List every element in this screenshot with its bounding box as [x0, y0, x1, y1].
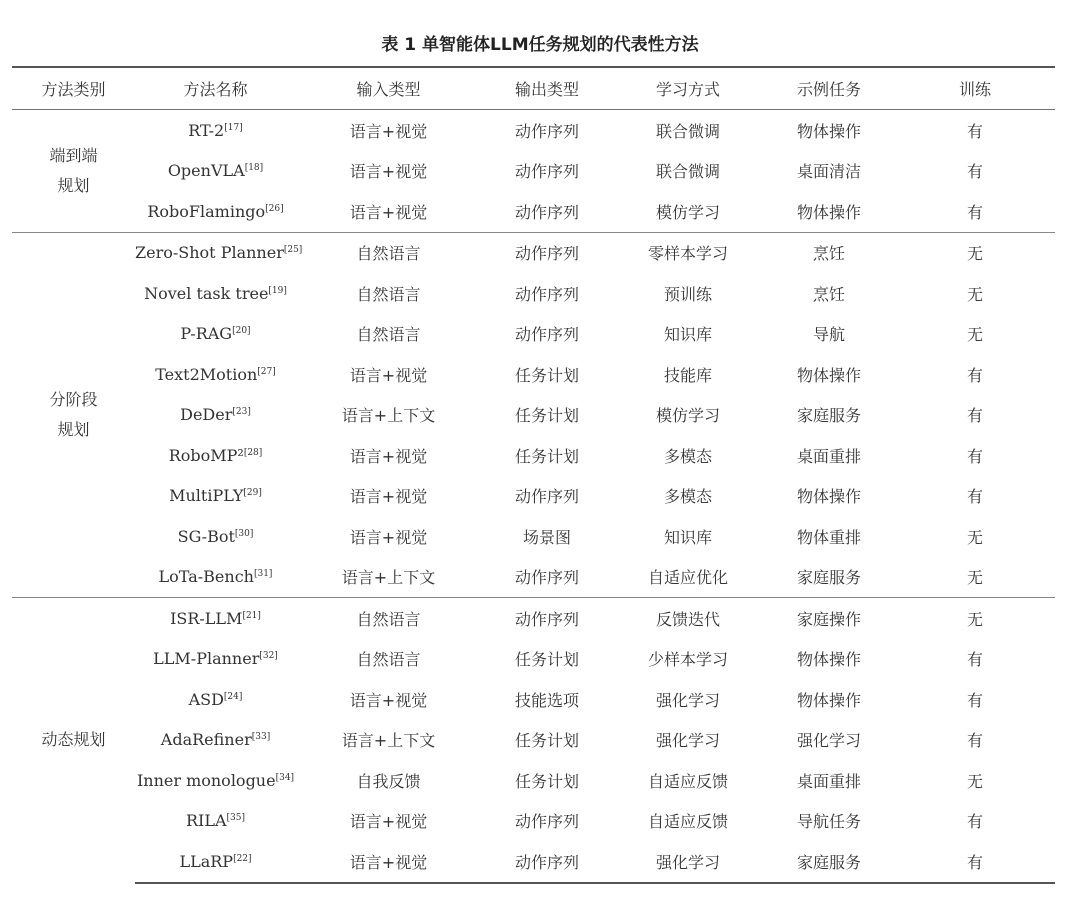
training-cell: 有 — [895, 110, 1055, 151]
citation-ref: [30] — [234, 528, 254, 539]
output-type-cell: 动作序列 — [514, 487, 579, 507]
header-row — [12, 67, 1055, 110]
output-type-cell: 场景图 — [522, 527, 571, 547]
training-cell: 有 — [966, 446, 983, 466]
table-row — [12, 720, 1055, 761]
method-name-cell — [135, 557, 296, 598]
method-category-line: 规划 — [57, 175, 90, 195]
training-cell: 无 — [966, 284, 983, 304]
output-type-cell: 动作序列 — [514, 812, 579, 832]
input-type-cell: 语言+上下文 — [341, 568, 436, 588]
col-header-learning: 学习方式 — [613, 67, 763, 110]
table-row — [12, 151, 1055, 192]
method-name-cell — [135, 314, 296, 355]
training-cell: 有 — [966, 487, 983, 507]
output-type-cell: 动作序列 — [514, 284, 579, 304]
input-type-cell: 语言+视觉 — [349, 487, 428, 507]
table-row — [12, 435, 1055, 476]
example-task-cell: 桌面清洁 — [796, 162, 861, 182]
learning-method-cell: 少样本学习 — [647, 650, 728, 670]
table-row — [12, 110, 1055, 151]
training-cell: 有 — [966, 162, 983, 182]
learning-method-cell: 技能库 — [663, 365, 712, 385]
learning-method-cell: 多模态 — [663, 446, 712, 466]
method-category-cell — [12, 598, 135, 883]
method-name-cell — [135, 151, 296, 192]
output-type-cell: 动作序列 — [514, 568, 579, 588]
method-name: Inner monologue — [136, 770, 276, 790]
method-name: P-RAG — [180, 324, 233, 344]
input-type-cell: 语言+视觉 — [296, 110, 481, 151]
learning-method-cell: 反馈迭代 — [613, 598, 763, 639]
method-name: RoboMP² — [168, 445, 244, 465]
training-cell: 无 — [966, 771, 983, 791]
citation-ref: [35] — [226, 813, 246, 824]
output-type-cell: 动作序列 — [481, 841, 613, 883]
table-row — [12, 760, 1055, 801]
training-cell: 无 — [966, 568, 983, 588]
table-row — [12, 476, 1055, 517]
method-name: SG-Bot — [177, 526, 235, 546]
method-name: MultiPLY — [169, 486, 244, 506]
methods-table — [12, 66, 1055, 884]
col-header-task: 示例任务 — [763, 67, 895, 110]
method-name-cell — [135, 476, 296, 517]
output-type-cell: 任务计划 — [514, 650, 579, 670]
input-type-cell: 语言+视觉 — [349, 202, 428, 222]
method-category-cell — [12, 110, 135, 233]
input-type-cell: 自然语言 — [356, 284, 421, 304]
col-header-input: 输入类型 — [296, 67, 481, 110]
input-type-cell: 语言+视觉 — [349, 812, 428, 832]
method-name: RoboFlamingo — [147, 201, 266, 221]
learning-method-cell: 联合微调 — [655, 162, 720, 182]
learning-method-cell: 模仿学习 — [655, 406, 720, 426]
input-type-cell: 语言+视觉 — [349, 690, 428, 710]
example-task-cell: 导航任务 — [796, 812, 861, 832]
method-category-line: 规划 — [57, 419, 90, 439]
output-type-cell: 动作序列 — [481, 110, 613, 151]
input-type-cell: 语言+上下文 — [341, 731, 436, 751]
output-type-cell: 动作序列 — [481, 232, 613, 273]
method-name-cell — [135, 639, 296, 680]
method-category-line: 动态规划 — [41, 730, 106, 750]
example-task-cell: 导航 — [812, 325, 845, 345]
method-name: ASD — [188, 689, 224, 709]
table-row — [12, 314, 1055, 355]
method-name: Novel task tree — [144, 283, 269, 303]
table-row — [12, 232, 1055, 273]
output-type-cell: 任务计划 — [514, 365, 579, 385]
method-name: LLaRP — [179, 851, 234, 871]
citation-ref: [18] — [244, 163, 264, 174]
input-type-cell: 自然语言 — [296, 232, 481, 273]
method-name-cell — [135, 395, 296, 436]
table-row — [12, 395, 1055, 436]
method-name: Zero-Shot Planner — [135, 243, 284, 263]
learning-method-cell: 预训练 — [663, 284, 712, 304]
col-header-name: 方法名称 — [135, 67, 296, 110]
method-name-cell — [135, 598, 296, 639]
training-cell: 有 — [966, 731, 983, 751]
table-row — [12, 354, 1055, 395]
input-type-cell: 自然语言 — [356, 325, 421, 345]
example-task-cell: 强化学习 — [796, 731, 861, 751]
method-name: ISR-LLM — [170, 608, 243, 628]
learning-method-cell: 多模态 — [663, 487, 712, 507]
method-name-cell — [135, 273, 296, 314]
method-category-line: 分阶段 — [49, 389, 98, 409]
learning-method-cell: 自适应反馈 — [647, 771, 728, 791]
table-row — [12, 679, 1055, 720]
learning-method-cell: 强化学习 — [655, 690, 720, 710]
method-name: AdaRefiner — [160, 730, 252, 750]
method-category-cell — [12, 232, 135, 598]
citation-ref: [24] — [223, 691, 243, 702]
table-row — [12, 516, 1055, 557]
learning-method-cell: 联合微调 — [613, 110, 763, 151]
learning-method-cell: 模仿学习 — [655, 202, 720, 222]
citation-ref: [32] — [259, 651, 278, 662]
method-name: Text2Motion — [155, 364, 258, 384]
example-task-cell: 物体重排 — [796, 527, 861, 547]
citation-ref: [31] — [253, 569, 273, 580]
citation-ref: [20] — [232, 326, 251, 337]
citation-ref: [34] — [275, 772, 295, 783]
training-cell: 有 — [966, 650, 983, 670]
output-type-cell: 任务计划 — [514, 731, 579, 751]
col-header-category: 方法类别 — [12, 67, 135, 110]
example-task-cell: 物体操作 — [763, 110, 895, 151]
citation-ref: [19] — [268, 285, 287, 296]
method-name-cell — [135, 232, 303, 273]
citation-ref: [28] — [243, 447, 263, 458]
method-name: LLM-Planner — [153, 649, 260, 669]
table-body — [12, 110, 1055, 883]
col-header-output: 输出类型 — [481, 67, 613, 110]
input-type-cell: 自我反馈 — [356, 771, 421, 791]
training-cell: 无 — [966, 527, 983, 547]
input-type-cell: 自然语言 — [296, 598, 481, 639]
example-task-cell: 家庭服务 — [796, 568, 861, 588]
citation-ref: [22] — [233, 853, 252, 864]
method-name: RILA — [185, 811, 227, 831]
example-task-cell: 物体操作 — [796, 650, 861, 670]
method-name-cell — [135, 435, 296, 476]
input-type-cell: 语言+视觉 — [349, 446, 428, 466]
output-type-cell: 动作序列 — [514, 162, 579, 182]
training-cell: 有 — [966, 202, 983, 222]
method-name: RT-2 — [188, 120, 225, 140]
table-row — [12, 598, 1055, 639]
learning-method-cell: 自适应反馈 — [647, 812, 728, 832]
learning-method-cell: 知识库 — [663, 527, 712, 547]
output-type-cell: 任务计划 — [514, 771, 579, 791]
citation-ref: [25] — [283, 245, 303, 256]
input-type-cell: 语言+视觉 — [296, 841, 481, 883]
citation-ref: [21] — [242, 610, 261, 621]
input-type-cell: 语言+视觉 — [349, 162, 428, 182]
table-row — [12, 557, 1055, 598]
table-row — [12, 639, 1055, 680]
input-type-cell: 语言+上下文 — [341, 406, 436, 426]
training-cell: 有 — [966, 406, 983, 426]
example-task-cell: 烹饪 — [763, 232, 895, 273]
training-cell: 无 — [895, 232, 1055, 273]
example-task-cell: 家庭服务 — [763, 841, 895, 883]
learning-method-cell: 零样本学习 — [613, 232, 763, 273]
method-name-cell — [135, 841, 296, 883]
method-category-line: 端到端 — [49, 145, 98, 165]
output-type-cell: 动作序列 — [514, 325, 579, 345]
method-name-cell — [135, 679, 296, 720]
example-task-cell: 桌面重排 — [796, 446, 861, 466]
col-header-train: 训练 — [895, 67, 1055, 110]
method-name-cell — [135, 191, 296, 232]
example-task-cell: 物体操作 — [796, 365, 861, 385]
training-cell: 有 — [895, 841, 1055, 883]
input-type-cell: 语言+视觉 — [349, 365, 428, 385]
table-row — [12, 801, 1055, 842]
example-task-cell: 物体操作 — [796, 202, 861, 222]
table-row — [12, 841, 1055, 883]
training-cell: 有 — [966, 365, 983, 385]
table-caption: 表 1 单智能体LLM任务规划的代表性方法 — [381, 35, 699, 55]
citation-ref: [23] — [232, 407, 251, 418]
method-name-cell — [135, 110, 296, 151]
method-name-cell — [135, 760, 296, 801]
learning-method-cell: 强化学习 — [613, 841, 763, 883]
method-name: OpenVLA — [167, 161, 245, 181]
method-name: DeDer — [180, 405, 233, 425]
example-task-cell: 物体操作 — [796, 690, 861, 710]
citation-ref: [27] — [257, 366, 276, 377]
method-name-cell — [135, 801, 296, 842]
method-name-cell — [135, 516, 296, 557]
output-type-cell: 动作序列 — [514, 202, 579, 222]
citation-ref: [17] — [224, 122, 243, 133]
citation-ref: [29] — [243, 488, 262, 499]
training-cell: 有 — [966, 690, 983, 710]
learning-method-cell: 强化学习 — [655, 731, 720, 751]
output-type-cell: 动作序列 — [481, 598, 613, 639]
input-type-cell: 自然语言 — [356, 650, 421, 670]
method-name: LoTa-Bench — [158, 567, 254, 587]
training-cell: 无 — [966, 325, 983, 345]
citation-ref: [26] — [265, 203, 284, 214]
method-name-cell — [135, 354, 296, 395]
output-type-cell: 任务计划 — [514, 446, 579, 466]
learning-method-cell: 知识库 — [663, 325, 712, 345]
output-type-cell: 任务计划 — [514, 406, 579, 426]
example-task-cell: 桌面重排 — [796, 771, 861, 791]
training-cell: 有 — [966, 812, 983, 832]
training-cell: 无 — [895, 598, 1055, 639]
table-row — [12, 191, 1055, 232]
table-row — [12, 273, 1055, 314]
example-task-cell: 家庭操作 — [763, 598, 895, 639]
citation-ref: [33] — [251, 732, 271, 743]
method-name-cell — [135, 720, 296, 761]
output-type-cell: 技能选项 — [514, 690, 579, 710]
example-task-cell: 物体操作 — [796, 487, 861, 507]
learning-method-cell: 自适应优化 — [647, 568, 728, 588]
example-task-cell: 家庭服务 — [796, 406, 861, 426]
input-type-cell: 语言+视觉 — [349, 527, 428, 547]
example-task-cell: 烹饪 — [812, 284, 845, 304]
